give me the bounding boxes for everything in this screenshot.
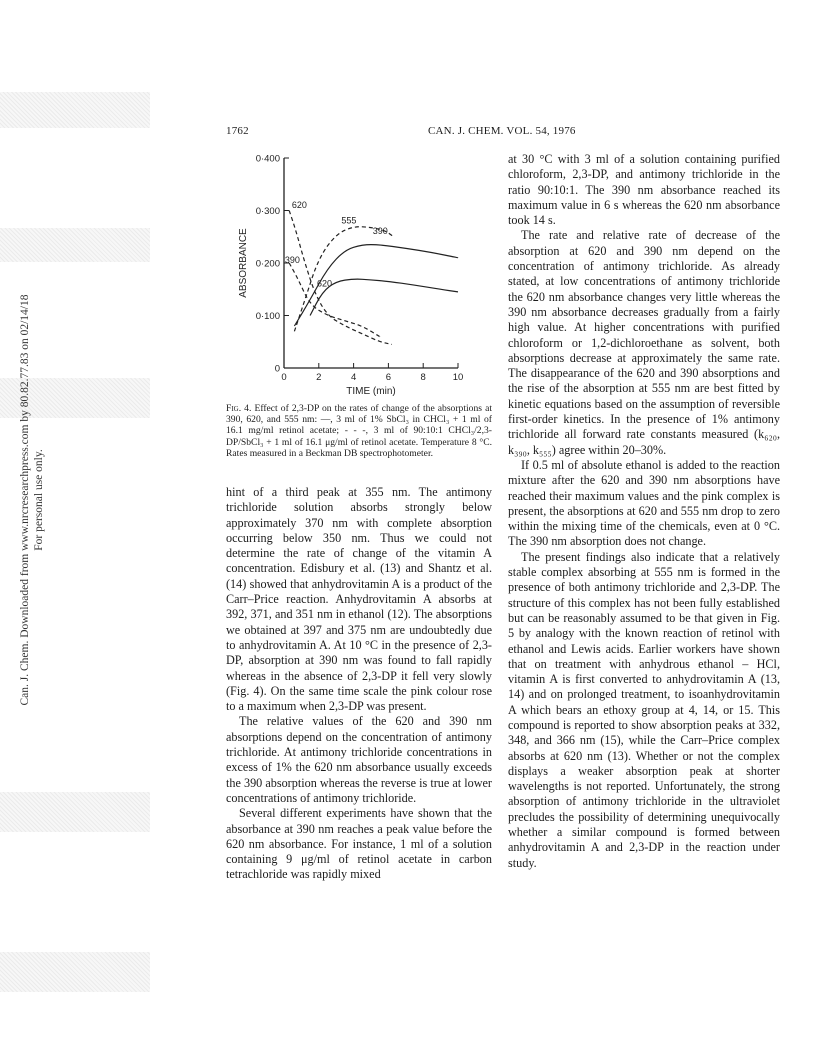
x-tick-label: 2	[316, 372, 322, 383]
download-notice	[18, 240, 58, 760]
scan-artifact	[0, 792, 150, 832]
curve-annotation: 555	[341, 215, 357, 226]
journal-title: CAN. J. CHEM. VOL. 54, 1976	[428, 125, 576, 137]
series-line-4	[294, 227, 393, 332]
curve-annotation: 620	[317, 278, 333, 289]
right-column	[508, 152, 780, 871]
scan-artifact	[0, 92, 150, 128]
paragraph: The rate and relative rate of decrease of the absorption at 620 and 390 nm depend on the concentration of antimony trichloride. As already stated, at low concentrations of antimony trichloride the 620 nm absorbance changes very little whereas the 390 nm absorbance decreases gradually from a fairly high value. At higher concentrations with purified chloroform or 1,2-dichloroethane as solvent, both absorptions decrease at approximately the same rate. The disappearance of the 620 and 390 absorptions and the rise of the absorption at 555 nm are best fitted by kinetic equations based on the assumption of reversible first-order kinetics. In the presence of 1% antimony trichloride all forward rate constants measured (k₆₂₀, k₃₉₀, k₅₅₅) agree within 20–30%.	[508, 228, 780, 457]
y-axis-label: ABSORBANCE	[238, 228, 249, 298]
chart-labels	[238, 154, 463, 398]
page-number: 1762	[226, 125, 249, 137]
curve-annotation: 620	[291, 199, 307, 210]
series-line-3	[289, 263, 380, 337]
x-tick-label: 10	[452, 372, 464, 383]
x-tick-label: 4	[350, 372, 357, 383]
paragraph: Several different experiments have shown that the absorbance at 390 nm reaches a peak value before the 620 nm absorbance. For instance, 1 ml of a solution containing 9 μg/ml of retinol acetate in carbon tetrachloride was rapidly mixed	[226, 806, 492, 882]
download-notice-line: Can. J. Chem. Downloaded from www.nrcresearchpress.com by 80.82.77.83 on 02/14/18	[19, 294, 31, 706]
curve-annotation: 390	[372, 226, 388, 237]
left-column	[226, 485, 492, 883]
y-tick-label: 0·100	[255, 311, 280, 322]
x-tick-label: 0	[281, 372, 287, 383]
figure-caption	[226, 403, 492, 459]
scan-artifact	[0, 952, 150, 992]
x-tick-label: 8	[420, 372, 426, 383]
paragraph: The relative values of the 620 and 390 nm absorptions depend on the concentration of antimony trichloride. At antimony trichloride concentrations in excess of 1% the 620 nm absorbance usually exceeds the 390 absorption whereas the reverse is true at lower concentrations of antimony trichloride.	[226, 714, 492, 805]
x-axis-label: TIME (min)	[346, 386, 396, 397]
y-tick-label: 0·400	[255, 153, 280, 165]
y-tick-label: 0	[274, 363, 280, 375]
curve-annotation: 390	[284, 255, 300, 265]
y-tick-label: 0·200	[255, 258, 280, 270]
caption-text: Effect of 2,3-DP on the rates of change of the absorptions at 390, 620, and 555 nm: —, 3 ml of 1% SbCl₃ in CHCl₃ + 1 ml of 16.1 mg/ml retinol acetate; - - -, 3 ml of 90:10:1 CHCl₃/2,3-DP/SbCl₃ + 1 ml of 16.1 μg/ml of retinol acetate. Temperature 8 °C. Rates measured in a Beckman DB spectrophotometer.	[226, 403, 492, 459]
paragraph: The present findings also indicate that a relatively stable complex absorbing at 555 nm is formed in the presence of both antimony trichloride and 2,3-DP. The structure of this complex has not been fully established but can be reasonably assumed to be that given in Fig. 5 by analogy with the known reaction of retinol with ethanol and Lewis acids. Earlier workers have shown that on treatment with anhydrous ethanol – HCl, vitamin A is first converted to anhydrovitamin A (13, 14) and on prolonged treatment, to isoanhydrovitamin A which bears an ethoxy group at 4, 14, or 15. This compound is reported to show absorption peaks at 332, 348, and 366 nm (15), while the Carr–Price complex absorbs at 620 nm (13). Whether or not the complex displays a weaker absorption peak at shorter wavelengths is not reported. Unfortunately, the strong absorption of antimony trichloride in the ultraviolet precludes the possibility of determining unequivocally whether a similar compound is formed between anhydrovitamin A and 2,3-DP in the reaction under study.	[508, 549, 780, 870]
download-notice-line: For personal use only.	[33, 449, 45, 551]
series-line-1	[310, 279, 458, 315]
paragraph: hint of a third peak at 355 nm. The antimony trichloride solution absorbs strongly below approximately 370 nm with complete absorption occurring below 350 nm. Thus we could not determine the rate of change of the vitamin A concentration. Edisbury et al. (13) and Shantz et al. (14) showed that anhydrovitamin A is a product of the Carr–Price reaction. Anhydrovitamin A absorbs at 392, 371, and 351 nm in ethanol (12). The absorptions we obtained at 397 and 375 nm are undoubtedly due to anhydrovitamin A. At 10 °C in the presence of 2,3-DP, absorption at 390 nm was found to fall rapidly whereas in the absence of 2,3-DP it fell very slowly (Fig. 4). On the same time scale the pink colour rose to a maximum when 2,3-DP was present.	[226, 485, 492, 714]
y-tick-label: 0·300	[255, 206, 280, 217]
x-tick-label: 6	[385, 372, 392, 383]
caption-label: Fig. 4.	[226, 403, 252, 414]
chart-axes	[284, 158, 458, 368]
figure-4-chart	[226, 148, 496, 398]
paragraph: at 30 °C with 3 ml of a solution containing purified chloroform, 2,3-DP, and antimony trichloride in the ratio 90:10:1. The 390 nm absorbance reached its maximum value in 6 s whereas the 620 nm absorbance took 14 s.	[508, 152, 780, 228]
paragraph: If 0.5 ml of absolute ethanol is added to the reaction mixture after the 620 and 390 nm absorptions have reached their maximum values and the pink complex is present, the absorptions at 620 and 555 nm drop to zero within the mixing time of the chemicals, even at 0 °C. The 390 nm absorption does not change.	[508, 457, 780, 549]
